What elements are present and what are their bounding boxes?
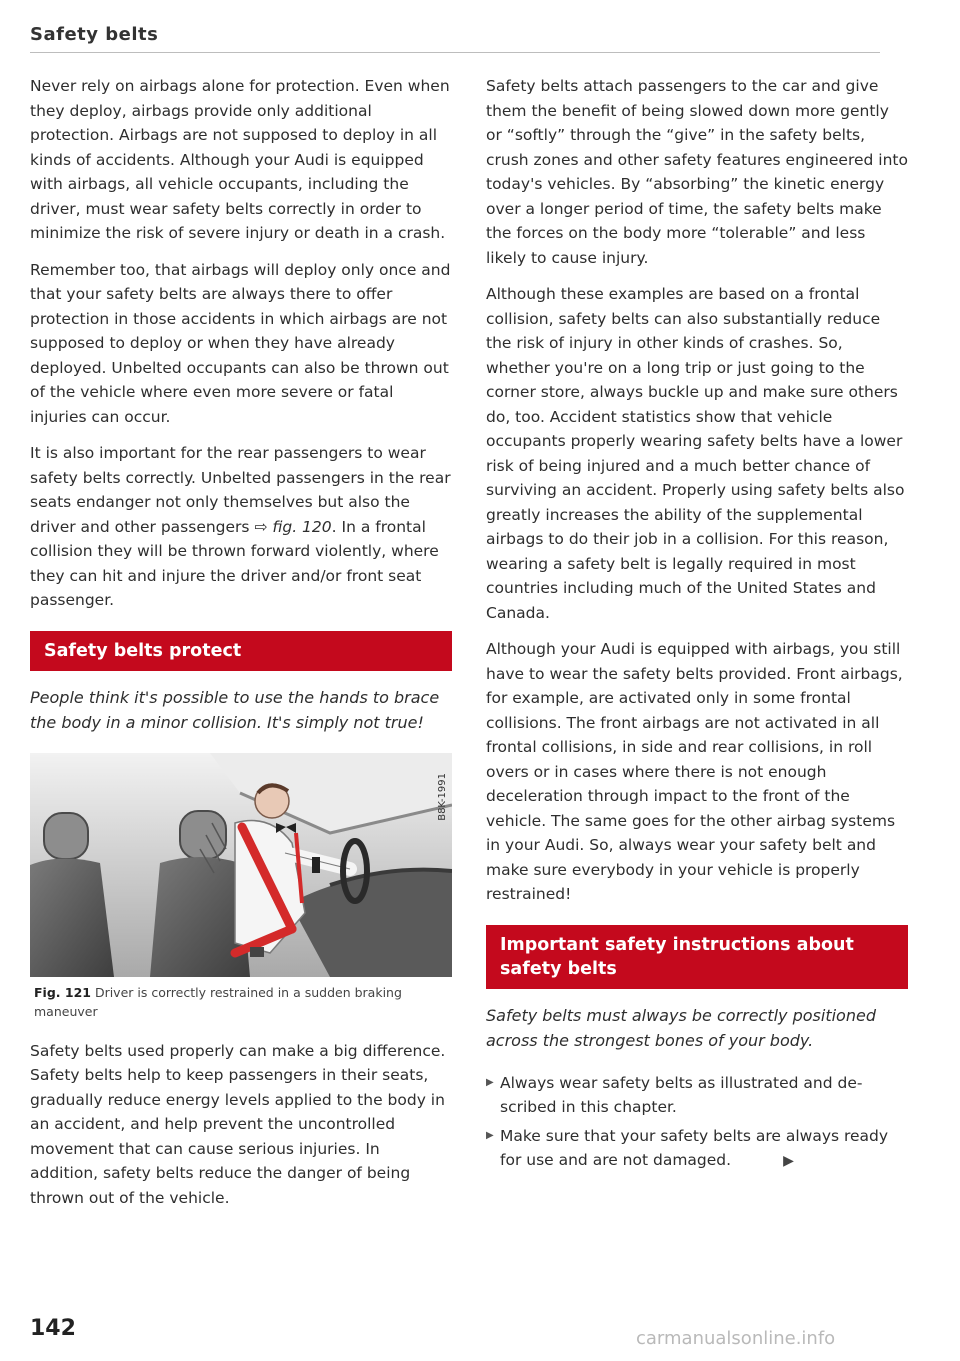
section-lede: Safety belts must always be correctly positioned across the strongest bones of your body. [486, 1005, 876, 1050]
watermark: carmanualsonline.info [636, 1328, 836, 1349]
bullet-arrow-icon: ▶ [486, 1076, 494, 1088]
section-heading-safety-belts-protect: Safety belts protect [30, 631, 452, 671]
page-number: 142 [30, 1316, 76, 1341]
paragraph [30, 441, 452, 613]
right-column [486, 74, 908, 1178]
figure-caption-label: Fig. 121 [34, 984, 91, 1000]
paragraph: Although your Audi is equipped with airbags, you still have to wear the safety belts provided. Front airbags, for example, are activated only in some frontal collisions. The front airbags are not activated in all frontal collisions, in side and rear collisions, in roll overs or in cases where there is not enough deceleration through impact to the front of the vehicle. The same goes for the other airbag systems in your Audi. So, always wear your safety belt and make sure everybody in your vehicle is properly restrained! [486, 640, 903, 903]
paragraph: Remember too, that airbags will deploy only once and that your safety belts are always there to offer protection in those accidents in which airbags are not supposed to deploy or when they have already deployed. Unbelted occupants can also be thrown out of the vehicle where even more severe or fatal injuries can occur. [30, 260, 451, 426]
section-lede: People think it's possible to use the hands to brace the body in a minor collision. It's simply not true! [30, 687, 440, 732]
section-heading-important-safety-instructions: Important safety instructions about safety belts [486, 925, 908, 989]
bullet-arrow-icon: ▶ [486, 1129, 494, 1141]
figure-driver-illustration [30, 753, 452, 977]
figure-code-label: B8K-1991 [437, 772, 448, 821]
figure-reference-link[interactable]: ⇨ fig. 120 [254, 517, 332, 536]
page-header-title: Safety belts [30, 24, 159, 45]
list-item [486, 1071, 908, 1120]
paragraph-text: . In a frontal collision they will be thrown forward violently, where they can hit and injure the driver and/or front seat passenger. [30, 517, 439, 609]
paragraph: Although these examples are based on a frontal collision, safety belts can also substantially reduce the risk of injury in other kinds of crashes. So, whether you're on a long trip or just going to the corner store, always buckle up and make sure others do, too. Accident statistics show that vehicle occupants properly wearing safety belts have a lower risk of being injured and a much better chance of surviving an accident. Properly using safety belts also greatly increases the ability of the supplemental airbags to do their job in a collision. For this reason, wearing a safety belt is legally required in most countries including much of the United States and Canada. [486, 285, 905, 622]
paragraph: Safety belts used properly can make a big difference. Safety belts help to keep passengers in their seats, gradually reduce energy levels applied to the body in an accident, and help prevent the uncontrolled movement that can cause serious injuries. In addition, safety belts reduce the danger of being thrown out of the vehicle. [30, 1041, 446, 1207]
list-item-text: Make sure that your safety belts are always ready for use and are not damaged. [500, 1126, 889, 1169]
left-column [30, 74, 452, 1222]
header-divider [30, 52, 880, 53]
figure-caption-text: Driver is correctly restrained in a sudden braking maneuver [34, 984, 402, 1019]
paragraph: Safety belts attach passengers to the car and give them the benefit of being slowed down more gently or “softly” through the “give” in the safety belts, crush zones and other safety features engineered into today's vehicles. By “absorbing” the kinetic energy over a longer period of time, the safety belts make the forces on the body more “tolerable” and less likely to cause injury. [486, 77, 908, 267]
driver-restrained-illustration [30, 753, 452, 977]
paragraph: Never rely on airbags alone for protection. Even when they deploy, airbags provide only additional protection. Airbags are not supposed to deploy in all kinds of accidents. Although your Audi is equipped with airbags, all vehicle occupants, including the driver, must wear safety belts correctly in order to minimize the risk of severe injury or death in a crash. [30, 77, 450, 242]
paragraph-text: It is also important for the rear passengers to wear safety belts correctly. Unbelted passengers in the rear seats endanger not only themselves but also the driver and other passengers [30, 444, 451, 536]
continue-arrow-icon: ▶ [783, 1153, 794, 1169]
list-item [486, 1124, 908, 1174]
list-item-text: Always wear safety belts as illustrated and described in this chapter. [500, 1073, 863, 1116]
figure-caption [34, 983, 452, 1021]
